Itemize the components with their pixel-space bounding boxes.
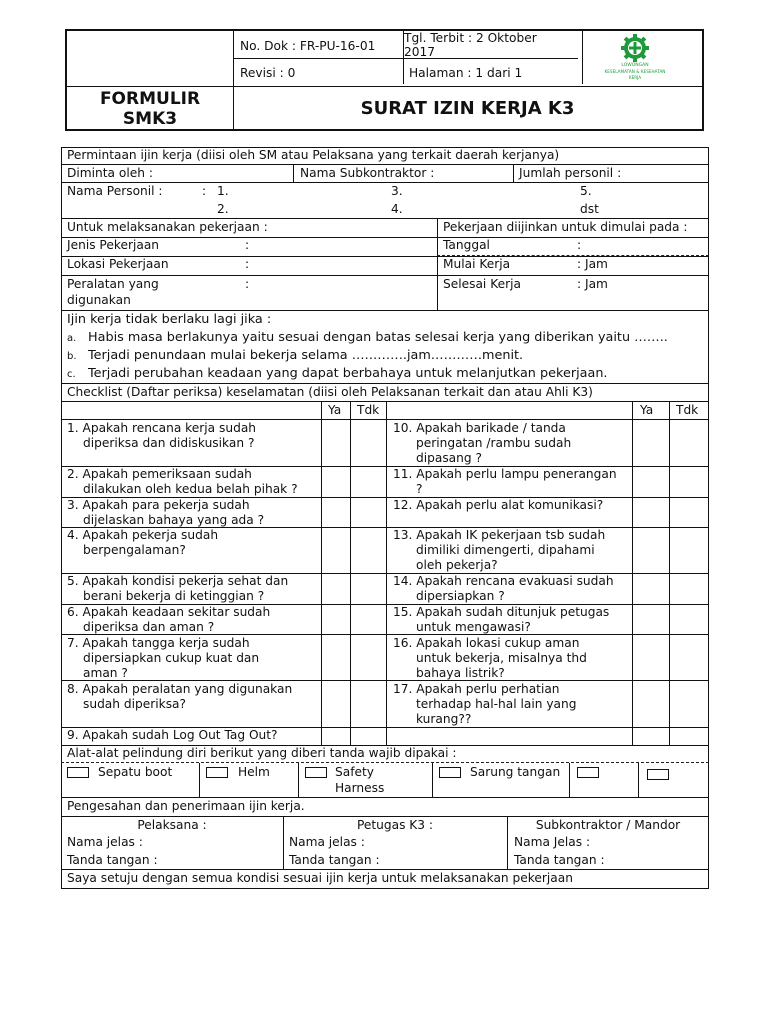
work-start-heading: Pekerjaan diijinkan untuk dimulai pada : bbox=[443, 220, 688, 234]
subcontractor-signature-label: Tanda tangan : bbox=[514, 853, 605, 867]
no-column-left: Tdk bbox=[357, 403, 380, 417]
col-divider bbox=[350, 401, 351, 745]
validity-a-marker: a. bbox=[67, 333, 77, 344]
personnel-name-label: Nama Personil : bbox=[67, 184, 163, 198]
col-divider bbox=[386, 401, 387, 745]
personnel-5: 5. bbox=[580, 184, 592, 198]
question-10-cont2: dipasang ? bbox=[416, 451, 482, 465]
col-divider bbox=[569, 763, 570, 797]
question-7: 7. Apakah tangga kerja sudah bbox=[67, 636, 250, 650]
question-13-cont2: oleh pekerja? bbox=[416, 558, 498, 572]
row-divider bbox=[61, 401, 709, 402]
subcontractor-name-label: Nama Jelas : bbox=[514, 835, 591, 849]
dashed-line bbox=[61, 762, 709, 763]
work-location-colon: : bbox=[245, 257, 250, 271]
executor-heading: Pelaksana : bbox=[137, 818, 207, 832]
row-divider bbox=[61, 419, 709, 420]
question-15-cont: untuk mengawasi? bbox=[416, 620, 531, 634]
yes-column-right: Ya bbox=[640, 403, 654, 417]
work-type-colon: : bbox=[245, 238, 250, 252]
helmet-checkbox[interactable] bbox=[206, 767, 228, 778]
form-title-line1: FORMULIR bbox=[99, 89, 201, 109]
validity-a: Habis masa berlakunya yaitu sesuai dengan batas selesai kerja yang diberikan yaitu …….. bbox=[88, 330, 668, 345]
validity-b: Terjadi penundaan mulai bekerja selama ………….jam…………menit. bbox=[88, 348, 524, 363]
personnel-colon: : bbox=[202, 184, 207, 198]
ppe-extra-checkbox[interactable] bbox=[577, 767, 599, 778]
checklist-title: Checklist (Daftar periksa) keselamatan (diisi oleh Pelaksanan terkait dan atau Ahli K3) bbox=[67, 385, 593, 399]
question-7-cont2: aman ? bbox=[83, 666, 128, 680]
equipment-label-line1: Peralatan yang bbox=[67, 277, 159, 291]
question-3: 3. Apakah para pekerja sudah bbox=[67, 498, 250, 512]
question-13: 13. Apakah IK pekerjaan tsb sudah bbox=[393, 528, 606, 542]
question-3-cont: dijelaskan bahaya yang ada ? bbox=[83, 513, 265, 527]
question-5: 5. Apakah kondisi pekerja sehat dan bbox=[67, 574, 289, 588]
end-time-label: Selesai Kerja bbox=[443, 277, 521, 291]
question-17-cont: terhadap hal-hal lain yang bbox=[416, 697, 577, 711]
validity-b-marker: b. bbox=[67, 351, 77, 362]
question-15: 15. Apakah sudah ditunjuk petugas bbox=[393, 605, 610, 619]
company-logo: LOWONGAN KESELAMATAN & KESEHATAN KERJA bbox=[603, 33, 667, 83]
end-time-hour: : Jam bbox=[577, 277, 608, 291]
question-10-cont: peringatan /rambu sudah bbox=[416, 436, 572, 450]
date-label: Tanggal bbox=[443, 238, 490, 252]
row-divider bbox=[61, 869, 709, 870]
personnel-more: dst bbox=[580, 202, 599, 216]
safety-officer-heading: Petugas K3 : bbox=[356, 818, 434, 832]
col-divider bbox=[293, 164, 294, 182]
yes-column-left: Ya bbox=[328, 403, 342, 417]
question-14-cont: dipersiapkan ? bbox=[416, 589, 505, 603]
approval-title: Pengesahan dan penerimaan ijin kerja. bbox=[67, 799, 305, 813]
question-16: 16. Apakah lokasi cukup aman bbox=[393, 636, 580, 650]
safety-officer-signature-label: Tanda tangan : bbox=[289, 853, 380, 867]
revision: Revisi : 0 bbox=[240, 66, 296, 80]
row-divider bbox=[61, 182, 709, 183]
dashed-line bbox=[437, 255, 709, 256]
executor-signature-label: Tanda tangan : bbox=[67, 853, 158, 867]
col-divider bbox=[513, 164, 514, 182]
subcontractor-name-label: Nama Subkontraktor : bbox=[300, 166, 435, 180]
col-divider bbox=[638, 763, 639, 797]
safety-boot-label: Sepatu boot bbox=[98, 765, 173, 779]
row-divider bbox=[61, 164, 709, 165]
col-divider bbox=[669, 401, 670, 745]
question-11: 11. Apakah perlu lampu penerangan bbox=[393, 467, 617, 481]
start-time-label: Mulai Kerja bbox=[443, 257, 511, 271]
no-column-right: Tdk bbox=[676, 403, 699, 417]
personnel-3: 3. bbox=[391, 184, 403, 198]
personnel-2: 2. bbox=[217, 202, 229, 216]
row-divider bbox=[61, 797, 709, 798]
personnel-1: 1. bbox=[217, 184, 229, 198]
agreement-statement: Saya setuju dengan semua kondisi sesuai ijin kerja untuk melaksanakan pekerjaan bbox=[67, 871, 573, 885]
date-colon: : bbox=[577, 238, 582, 252]
col-divider bbox=[321, 401, 322, 745]
doc-number: No. Dok : FR-PU-16-01 bbox=[240, 39, 376, 53]
document-title: SURAT IZIN KERJA K3 bbox=[360, 98, 575, 119]
question-11-cont: ? bbox=[416, 482, 423, 496]
col-divider bbox=[437, 218, 438, 310]
question-6-cont: diperiksa dan aman ? bbox=[83, 620, 215, 634]
question-8: 8. Apakah peralatan yang digunakan bbox=[67, 682, 293, 696]
question-16-cont: untuk bekerja, misalnya thd bbox=[416, 651, 587, 665]
question-14: 14. Apakah rencana evakuasi sudah bbox=[393, 574, 614, 588]
validity-c-marker: c. bbox=[67, 369, 76, 380]
question-4-cont: berpengalaman? bbox=[83, 543, 186, 557]
question-2-cont: dilakukan oleh kedua belah pihak ? bbox=[83, 482, 298, 496]
row-divider bbox=[61, 680, 709, 681]
question-1: 1. Apakah rencana kerja sudah bbox=[67, 421, 257, 435]
question-5-cont: berani bekerja di ketinggian ? bbox=[83, 589, 265, 603]
question-6: 6. Apakah keadaan sekitar sudah bbox=[67, 605, 271, 619]
form-title-line2: SMK3 bbox=[122, 109, 178, 129]
safety-boot-checkbox[interactable] bbox=[67, 767, 89, 778]
equipment-label-line2: digunakan bbox=[67, 293, 131, 307]
issue-date-line2: 2017 bbox=[404, 45, 436, 59]
question-16-cont2: bahaya listrik? bbox=[416, 666, 505, 680]
validity-c: Terjadi perubahan keadaan yang dapat berbahaya untuk melanjutkan pekerjaan. bbox=[88, 366, 608, 381]
validity-title: Ijin kerja tidak berlaku lagi jika : bbox=[67, 312, 272, 327]
equipment-colon: : bbox=[245, 277, 250, 291]
col-divider bbox=[632, 401, 633, 745]
question-12: 12. Apakah perlu alat komunikasi? bbox=[393, 498, 604, 512]
gloves-checkbox[interactable] bbox=[439, 767, 461, 778]
executor-name-label: Nama jelas : bbox=[67, 835, 143, 849]
col-divider bbox=[298, 763, 299, 797]
question-10: 10. Apakah barikade / tanda bbox=[393, 421, 566, 435]
question-2: 2. Apakah pemeriksaan sudah bbox=[67, 467, 252, 481]
question-17-cont2: kurang?? bbox=[416, 712, 472, 726]
requested-by-label: Diminta oleh : bbox=[67, 166, 153, 180]
col-divider bbox=[432, 763, 433, 797]
work-location-label: Lokasi Pekerjaan bbox=[67, 257, 169, 271]
work-purpose-label: Untuk melaksanakan pekerjaan : bbox=[67, 220, 268, 234]
ppe-extra-checkbox[interactable] bbox=[647, 769, 669, 780]
ppe-title: Alat-alat pelindung diri berikut yang diberi tanda wajib dipakai : bbox=[67, 746, 457, 760]
safety-harness-checkbox[interactable] bbox=[305, 767, 327, 778]
question-9: 9. Apakah sudah Log Out Tag Out? bbox=[67, 728, 278, 742]
personnel-count-label: Jumlah personil : bbox=[519, 166, 622, 180]
header-divider bbox=[67, 86, 702, 87]
request-title: Permintaan ijin kerja (diisi oleh SM atau Pelaksana yang terkait daerah kerjanya) bbox=[67, 148, 560, 162]
question-13-cont: dimiliki dimengerti, dipahami bbox=[416, 543, 595, 557]
row-divider bbox=[61, 218, 709, 219]
work-type-label: Jenis Pekerjaan bbox=[67, 238, 160, 252]
gloves-label: Sarung tangan bbox=[470, 765, 561, 779]
question-7-cont: dipersiapkan cukup kuat dan bbox=[83, 651, 260, 665]
header-divider bbox=[582, 31, 583, 84]
safety-harness-label-cont: Harness bbox=[335, 781, 385, 795]
issue-date-line1: Tgl. Terbit : 2 Oktober bbox=[404, 31, 537, 45]
row-divider bbox=[61, 383, 709, 384]
question-1-cont: diperiksa dan didiskusikan ? bbox=[83, 436, 255, 450]
row-divider bbox=[61, 816, 709, 817]
row-divider bbox=[61, 310, 709, 311]
question-8-cont: sudah diperiksa? bbox=[83, 697, 186, 711]
subcontractor-heading: Subkontraktor / Mandor bbox=[535, 818, 681, 832]
helmet-label: Helm bbox=[238, 765, 270, 779]
personnel-4: 4. bbox=[391, 202, 403, 216]
safety-harness-label: Safety bbox=[335, 765, 374, 779]
question-17: 17. Apakah perlu perhatian bbox=[393, 682, 560, 696]
row-divider bbox=[61, 275, 709, 276]
safety-officer-name-label: Nama jelas : bbox=[289, 835, 365, 849]
page-count: Halaman : 1 dari 1 bbox=[409, 66, 523, 80]
col-divider bbox=[199, 763, 200, 797]
start-time-hour: : Jam bbox=[577, 257, 608, 271]
question-4: 4. Apakah pekerja sudah bbox=[67, 528, 219, 542]
